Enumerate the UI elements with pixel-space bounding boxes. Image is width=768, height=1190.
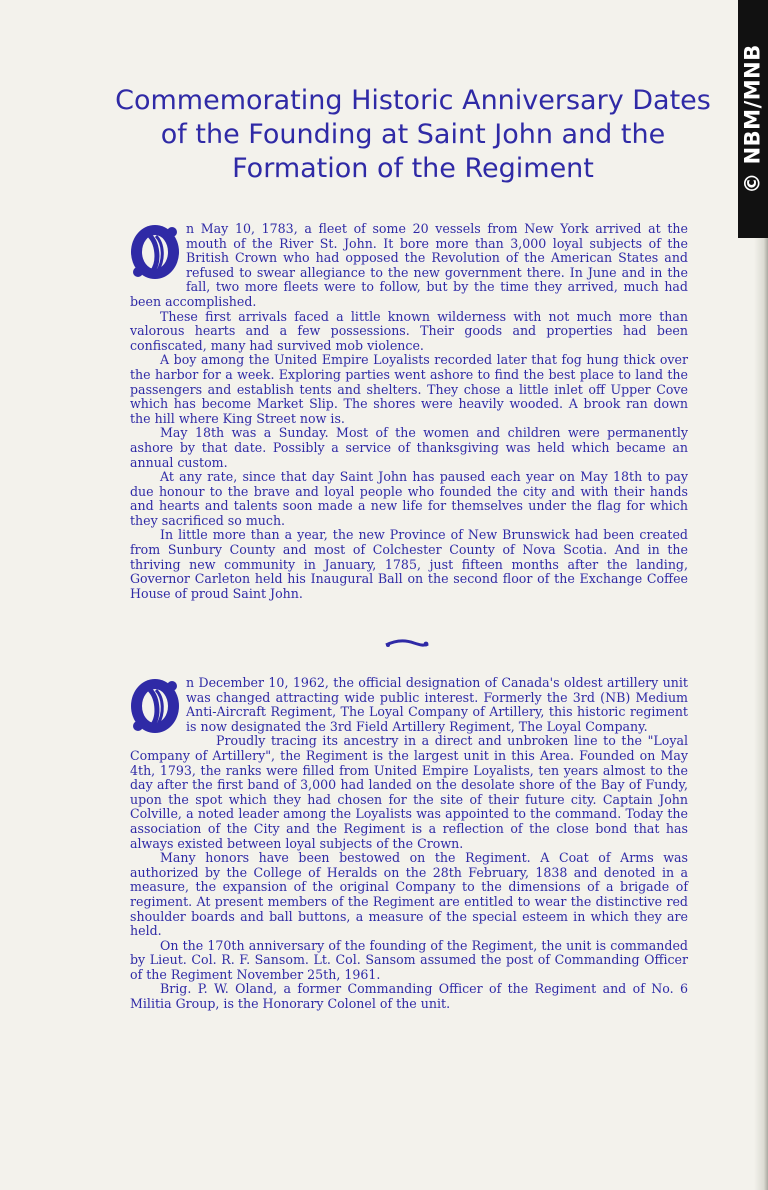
paragraph: n May 10, 1783, a fleet of some 20 vessels from New York arrived at the mouth of the River St. John. It bore more than 3,000 loyal subjects of the British Crown who had opposed the Revolution of the American States and refused to swear allegiance to the new government there. In June and in the fall, two more fleets were to follow, but by the time they arrived, much had been accomplished.	[130, 221, 688, 309]
watermark-text: © NBM/MNB	[741, 44, 766, 194]
section-founding	[130, 222, 688, 601]
paragraph: At any rate, since that day Saint John has paused each year on May 18th to pay due honour to the brave and loyal people who founded the city and with their hands and hearts and talents soon made a new life for themselves under the flag for which they sacrificed so much.	[130, 469, 688, 528]
paragraph: In little more than a year, the new Province of New Brunswick had been created from Sunbury County and most of Colchester County of Nova Scotia. And in the thriving new community in January, 1785, just fifteen months after the landing, Governor Carleton held his Inaugural Ball on the second floor of the Exchange Coffee House of proud Saint John.	[130, 527, 688, 601]
page-edge-shadow	[754, 238, 768, 1190]
paragraph: A boy among the United Empire Loyalists recorded later that fog hung thick over the harbor for a week. Exploring parties went ashore to find the best place to land the passengers and establish tents and shelters. They chose a little inlet off Upper Cove which has become Market Slip. The shores were heavily wooded. A brook ran down the hill where King Street now is.	[130, 352, 688, 426]
drop-cap-o-icon	[128, 676, 182, 736]
paragraph: Many honors have been bestowed on the Regiment. A Coat of Arms was authorized by the College of Heralds on the 28th February, 1838 and denoted in a measure, the expansion of the original Company to the dimensions of a brigade of regiment. At present members of the Regiment are entitled to wear the distinctive red shoulder boards and ball buttons, a measure of the special esteem in which they are held.	[130, 850, 688, 939]
paragraph: On the 170th anniversary of the founding of the Regiment, the unit is commanded by Lieut. Col. R. F. Sansom. Lt. Col. Sansom assumed the post of Commanding Officer of the Regiment November 25th, 1961.	[130, 937, 688, 982]
section-divider-ornament	[384, 638, 430, 650]
drop-cap-o-icon	[128, 222, 182, 282]
document-title: Commemorating Historic Anniversary Dates of the Founding at Saint John and the Formation of the Regiment	[115, 85, 711, 184]
section-regiment	[130, 676, 688, 1012]
paragraph: These first arrivals faced a little known wilderness with not much more than valorous hearts and a few possessions. Their goods and properties had been confiscated, many had survived mob violence.	[130, 308, 688, 353]
paragraph: May 18th was a Sunday. Most of the women and children were permanently ashore by that date. Possibly a service of thanksgiving was held which became an annual custom.	[130, 425, 688, 470]
paragraph: Proudly tracing its ancestry in a direct and unbroken line to the "Loyal Company of Artillery", the Regiment is the largest unit in this Area. Founded on May 4th, 1793, the ranks were filled from United Empire Loyalists, ten years almost to the day after the first band of 3,000 had landed on the desolate shore of the Bay of Fundy, upon the spot which they had chosen for the site of their future city. Captain John Colville, a noted leader among the Loyalists was appointed to the command. Today the association of the City and the Regiment is a reflection of the close bond that has always existed between loyal subjects of the Crown.	[130, 733, 688, 851]
copyright-watermark	[738, 0, 768, 238]
paragraph: Brig. P. W. Oland, a former Commanding Officer of the Regiment and of No. 6 Militia Group, is the Honorary Colonel of the unit.	[130, 981, 688, 1012]
paragraph: n December 10, 1962, the official designation of Canada's oldest artillery unit was changed attracting wide public interest. Formerly the 3rd (NB) Medium Anti-Aircraft Regiment, The Loyal Company of Artillery, this historic regiment is now designated the 3rd Field Artillery Regiment, The Loyal Company.	[186, 675, 688, 734]
